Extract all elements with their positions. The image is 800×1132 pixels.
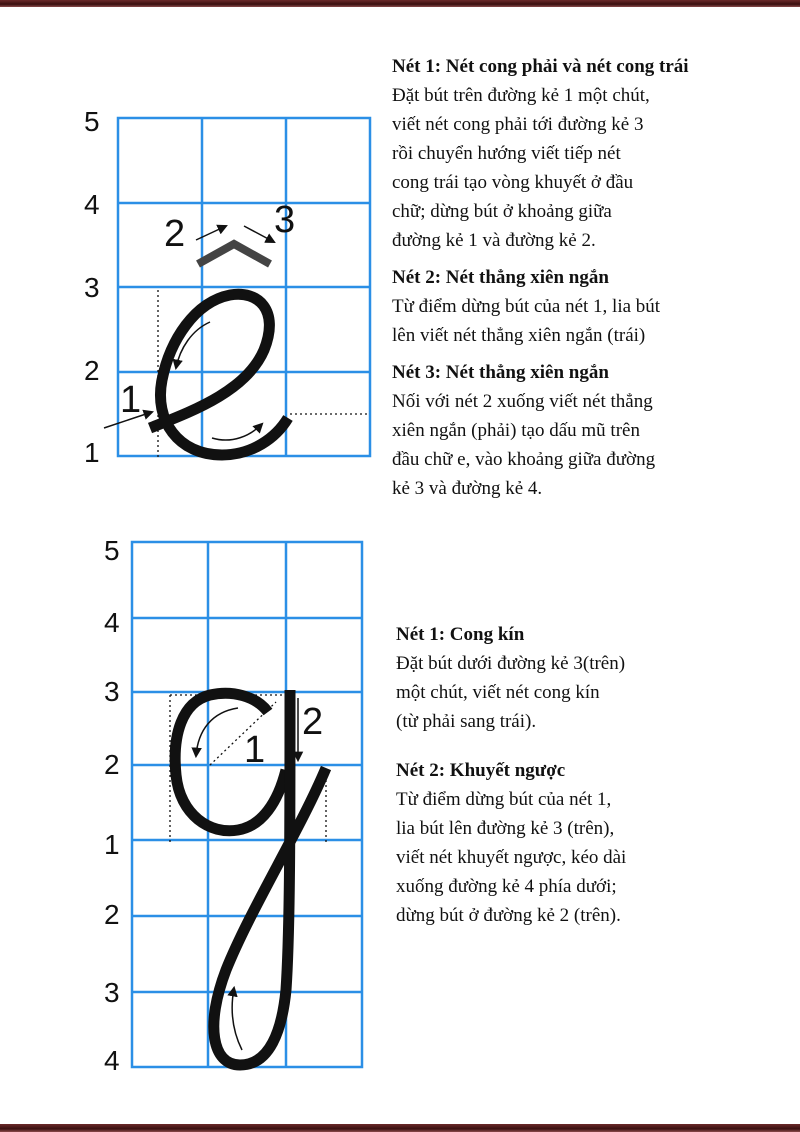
instruction-line: viết nét khuyết ngược, kéo dài (396, 847, 627, 868)
instruction-line: cong trái tạo vòng khuyết ở đầu (392, 172, 634, 193)
stroke-title: Nét 3: Nét thẳng xiên ngắn (392, 362, 609, 383)
stroke-title: Nét 1: Nét cong phải và nét cong trái (392, 56, 689, 77)
letter-g-descender (214, 690, 326, 1065)
row-number: 4 (84, 189, 100, 220)
instruction-line: Nối với nét 2 xuống viết nét thẳng (392, 391, 653, 412)
letter-e-panel (0, 0, 800, 530)
instruction-line: rồi chuyển hướng viết tiếp nét (392, 143, 621, 164)
instruction-line: kẻ 3 và đường kẻ 4. (392, 478, 543, 499)
row-number: 3 (84, 272, 100, 303)
stroke-title: Nét 2: Nét thẳng xiên ngắn (392, 267, 609, 288)
stroke-marker-1: 1 (244, 729, 266, 771)
stroke-marker-2: 2 (164, 213, 186, 255)
instruction-line: đường kẻ 1 và đường kẻ 2. (392, 230, 596, 251)
row-number: 1 (84, 437, 100, 468)
letter-g-diagram (0, 530, 390, 1120)
stroke-marker-2: 2 (302, 701, 324, 743)
row-number: 3 (104, 676, 120, 707)
instruction-line: đầu chữ e, vào khoảng giữa đường (392, 449, 656, 470)
stroke-marker-3: 3 (274, 199, 296, 241)
row-number: 2 (104, 899, 120, 930)
row-number: 4 (104, 607, 120, 638)
instruction-line: Đặt bút trên đường kẻ 1 một chút, (392, 85, 650, 106)
row-number: 5 (104, 535, 120, 566)
instruction-line: lia bút lên đường kẻ 3 (trên), (396, 818, 615, 839)
instruction-line: Từ điểm dừng bút của nét 1, lia bút (392, 296, 661, 317)
direction-arrow (196, 708, 238, 756)
instruction-line: lên viết nét thẳng xiên ngắn (trái) (392, 325, 646, 346)
instruction-line: xiên ngắn (phải) tạo dấu mũ trên (392, 420, 640, 441)
instruction-line: Đặt bút dưới đường kẻ 3(trên) (396, 653, 626, 674)
stroke-title: Nét 1: Cong kín (396, 624, 525, 645)
stroke-marker-1: 1 (120, 379, 142, 421)
bottom-border (0, 1124, 800, 1132)
letter-g-panel (0, 530, 800, 1120)
letter-e-diagram (0, 0, 390, 520)
stroke-title: Nét 2: Khuyết ngược (396, 760, 566, 781)
instruction-line: chữ; dừng bút ở khoảng giữa (392, 201, 612, 222)
row-number: 2 (84, 355, 100, 386)
direction-arrow (232, 988, 242, 1050)
direction-arrow (244, 226, 274, 242)
row-number: 3 (104, 977, 120, 1008)
instruction-line: dừng bút ở đường kẻ 2 (trên). (396, 905, 621, 926)
instruction-line: một chút, viết nét cong kín (396, 682, 600, 703)
letter-g-loop (175, 693, 286, 830)
instruction-line: xuống đường kẻ 4 phía dưới; (396, 876, 617, 897)
instruction-line: Từ điểm dừng bút của nét 1, (396, 789, 612, 810)
letter-g-grid (132, 542, 362, 1067)
instruction-line: viết nét cong phải tới đường kẻ 3 (392, 114, 644, 135)
instruction-line: (từ phải sang trái). (396, 711, 537, 732)
row-number: 2 (104, 749, 120, 780)
circumflex-mark (198, 244, 270, 264)
row-number: 1 (104, 829, 120, 860)
direction-arrow (212, 424, 262, 440)
row-number: 5 (84, 106, 100, 137)
direction-arrow (196, 226, 226, 240)
letter-e-instructions (392, 52, 772, 503)
row-number: 4 (104, 1045, 120, 1076)
letter-g-instructions (396, 620, 776, 930)
letter-e-glyph (150, 294, 288, 455)
